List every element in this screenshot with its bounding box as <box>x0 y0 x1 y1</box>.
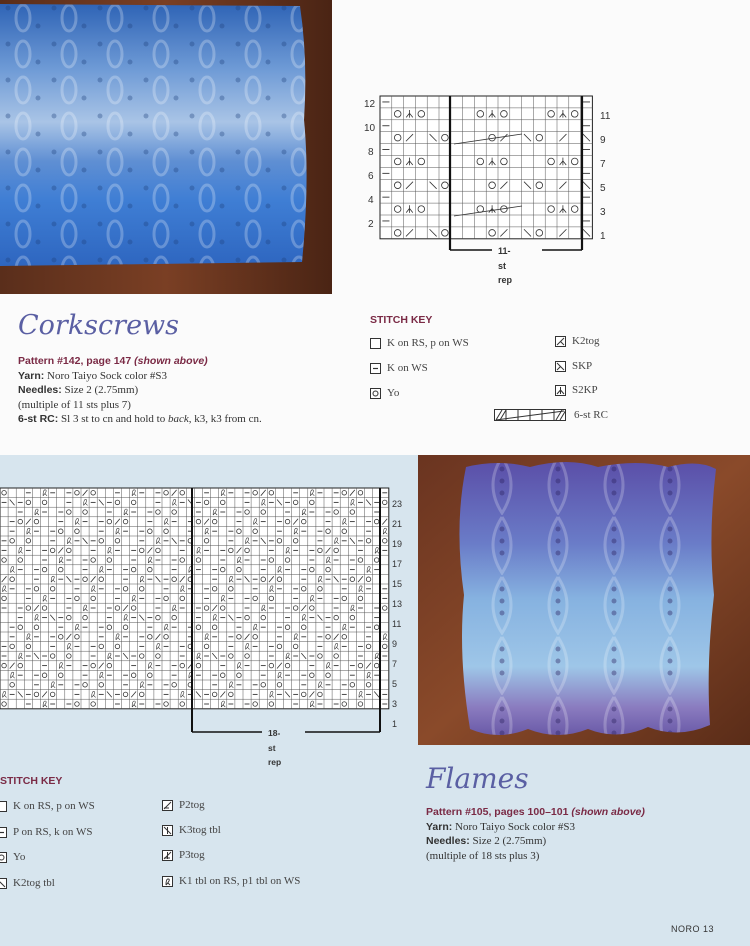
needles-label: Needles: <box>18 384 62 396</box>
needles-value: Size 2 (2.75mm) <box>64 384 139 396</box>
row-number-right: 23 <box>392 499 403 509</box>
key-item-p2tog <box>162 799 205 811</box>
flames-key-heading: STITCH KEY <box>0 775 63 787</box>
key-label: Yo <box>13 851 26 863</box>
key-item-k2tog <box>555 335 600 347</box>
key-label: P3tog <box>179 849 205 861</box>
slash-left-icon <box>0 878 7 889</box>
multiple-note: (multiple of 11 sts plus 7) <box>18 398 131 411</box>
multiple-note: (multiple of 18 sts plus 3) <box>426 849 540 862</box>
p3tog-icon <box>162 850 173 861</box>
dash-square-icon <box>0 827 7 838</box>
row-number-right: 9 <box>392 639 398 649</box>
row-number-right: 11 <box>600 111 611 122</box>
twisted-stitch-icon <box>162 876 173 887</box>
row-number-left: 12 <box>364 99 376 110</box>
key-item-k2tog-tbl <box>0 877 55 889</box>
key-label: S2KP <box>572 384 598 396</box>
shown-note: (shown above) <box>571 806 645 818</box>
corkscrews-swatch-photo <box>0 0 332 294</box>
row-number-left: 6 <box>368 171 374 182</box>
row-number-right: 13 <box>392 599 403 609</box>
slash-right-icon <box>555 336 566 347</box>
chart-grid <box>380 96 592 239</box>
page-footer <box>671 924 714 934</box>
row-number-right: 7 <box>392 659 398 669</box>
key-item-p3tog <box>162 849 205 861</box>
pattern-ref: Pattern #105, pages 100–101 <box>426 806 569 818</box>
key-label: K on RS, p on WS <box>13 800 95 812</box>
pattern-ref: Pattern #142, page 147 <box>18 355 132 367</box>
key-label: K2tog <box>572 335 600 347</box>
row-number-right: 9 <box>600 135 606 146</box>
key-label: Yo <box>387 387 400 399</box>
empty-square-icon <box>370 338 381 349</box>
key-item-yo <box>370 387 399 399</box>
key-item-k1-tbl <box>162 875 300 887</box>
shown-note: (shown above) <box>134 355 208 367</box>
row-number-right: 7 <box>600 159 606 170</box>
cable-icon <box>494 409 566 421</box>
corkscrews-title: Corkscrews <box>18 310 180 341</box>
row-number-right: 3 <box>600 207 606 218</box>
key-item-purl <box>0 826 92 838</box>
key-item-knit <box>370 337 469 349</box>
key-item-knit <box>0 800 95 812</box>
corkscrews-info <box>18 354 348 427</box>
rc-text-end: , k3, k3 from cn. <box>188 413 262 425</box>
flames-info <box>426 805 726 863</box>
row-number-left: 2 <box>368 219 374 230</box>
circle-square-icon <box>0 852 7 863</box>
key-item-k3tog-tbl <box>162 824 221 836</box>
row-number-left: 4 <box>368 195 374 206</box>
chart-grid <box>0 488 389 709</box>
row-number-right: 3 <box>392 699 398 709</box>
needles-label: Needles: <box>426 835 470 847</box>
double-decrease-icon <box>555 385 566 396</box>
key-label: K3tog tbl <box>179 824 221 836</box>
key-label: K on RS, p on WS <box>387 337 469 349</box>
row-number-right: 19 <box>392 539 403 549</box>
yarn-value: Noro Taiyo Sock color #S3 <box>47 369 168 382</box>
row-number-left: 8 <box>368 147 374 158</box>
row-number-right: 5 <box>600 183 606 194</box>
k3tog-tbl-icon <box>162 825 173 836</box>
yarn-label: Yarn: <box>18 369 45 382</box>
rc-label: 6-st RC: <box>18 413 59 425</box>
empty-square-icon <box>0 801 7 812</box>
rc-text: Sl 3 st to cn and hold to <box>61 413 166 425</box>
row-number-left: 10 <box>364 123 376 134</box>
page-number: 13 <box>702 924 714 934</box>
row-number-right: 5 <box>392 679 398 689</box>
flames-title: Flames <box>426 762 529 795</box>
yarn-label: Yarn: <box>426 820 453 833</box>
key-label: K on WS <box>387 362 428 374</box>
circle-square-icon <box>370 388 381 399</box>
corkscrews-chart <box>362 92 612 262</box>
flames-chart <box>0 486 410 736</box>
flames-swatch-photo <box>418 455 750 745</box>
p2tog-icon <box>162 800 173 811</box>
key-label: K1 tbl on RS, p1 tbl on WS <box>179 875 301 887</box>
row-number-right: 1 <box>600 231 606 242</box>
footer-brand: NORO <box>670 924 700 934</box>
yarn-value: Noro Taiyo Sock color #S3 <box>455 820 576 833</box>
key-label: P2tog <box>179 799 205 811</box>
key-label: K2tog tbl <box>13 877 55 889</box>
key-item-6st-rc <box>494 409 608 421</box>
repeat-label: 18-st rep <box>268 728 282 767</box>
repeat-label: 11-st rep <box>498 246 513 285</box>
row-number-right: 11 <box>392 619 402 629</box>
corkscrews-key-heading: STITCH KEY <box>370 314 433 326</box>
key-item-skp <box>555 360 592 372</box>
key-item-k-on-ws <box>370 362 428 374</box>
rc-back: back <box>167 413 189 425</box>
key-item-s2kp <box>555 384 598 396</box>
key-label: 6-st RC <box>574 409 608 421</box>
key-item-yo <box>0 851 25 863</box>
row-number-right: 21 <box>392 519 403 529</box>
dash-square-icon <box>370 363 381 374</box>
row-number-right: 1 <box>392 719 398 729</box>
row-number-right: 15 <box>392 579 403 589</box>
needles-value: Size 2 (2.75mm) <box>472 835 547 847</box>
row-number-right: 17 <box>392 559 403 569</box>
key-label: P on RS, k on WS <box>13 826 93 838</box>
key-label: SKP <box>572 360 593 372</box>
slash-left-icon <box>555 361 566 372</box>
